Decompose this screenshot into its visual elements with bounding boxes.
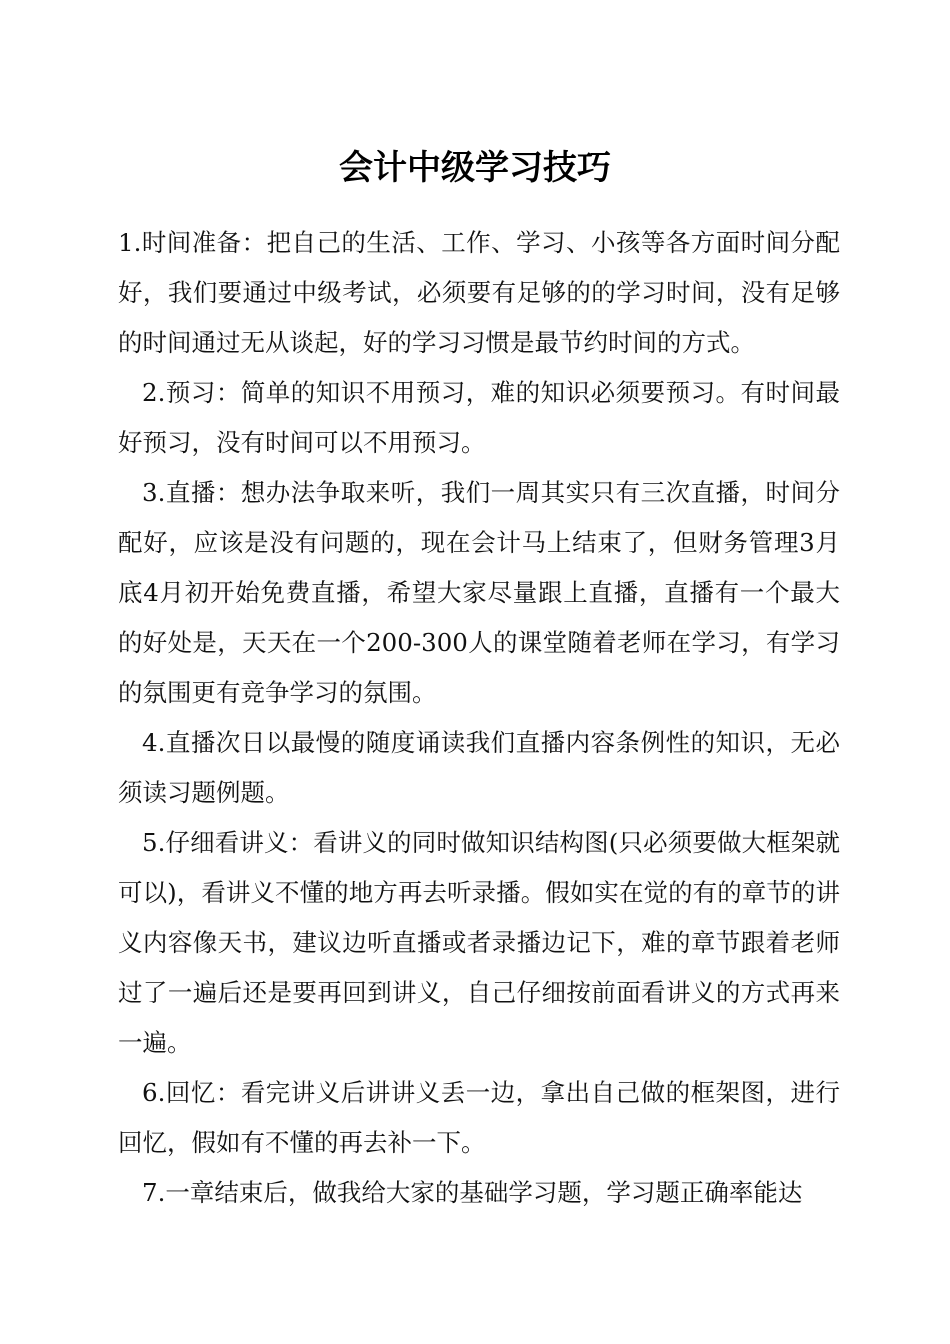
paragraph-6-recall: 6.回忆：看完讲义后讲讲义丢一边，拿出自己做的框架图，进行回忆，假如有不懂的再去补一下。 [118, 1078, 840, 1157]
paragraph-4-next-day-reading: 4.直播次日以最慢的随度诵读我们直播内容条例性的知识，无必须读习题例题。 [118, 728, 840, 807]
paragraph-2-preview: 2.预习：简单的知识不用预习，难的知识必须要预习。有时间最好预习，没有时间可以不用预习。 [118, 378, 840, 457]
document-title: 会计中级学习技巧 [339, 148, 611, 188]
paragraph-7-exercises: 7.一章结束后，做我给大家的基础学习题，学习题正确率能达 [142, 1178, 803, 1207]
paragraph-5-handouts: 5.仔细看讲义：看讲义的同时做知识结构图(只必须要做大框架就可以)，看讲义不懂的地方再去听录播。假如实在觉的有的章节的讲义内容像天书，建议边听直播或者录播边记下，难的章节跟着老师过了一遍后还是要再回到讲义，自己仔细按前面看讲义的方式再来一遍。 [118, 828, 840, 1057]
document-body [118, 218, 840, 1218]
paragraph-3-live-stream: 3.直播：想办法争取来听，我们一周其实只有三次直播，时间分配好，应该是没有问题的，现在会计马上结束了，但财务管理3月底4月初开始免费直播，希望大家尽量跟上直播，直播有一个最大的好处是，天天在一个200-300人的课堂随着老师在学习，有学习的氛围更有竞争学习的氛围。 [118, 478, 840, 707]
paragraph-1-time-preparation: 1.时间准备：把自己的生活、工作、学习、小孩等各方面时间分配好，我们要通过中级考试，必须要有足够的的学习时间，没有足够的时间通过无从谈起，好的学习习惯是最节约时间的方式。 [118, 228, 840, 357]
